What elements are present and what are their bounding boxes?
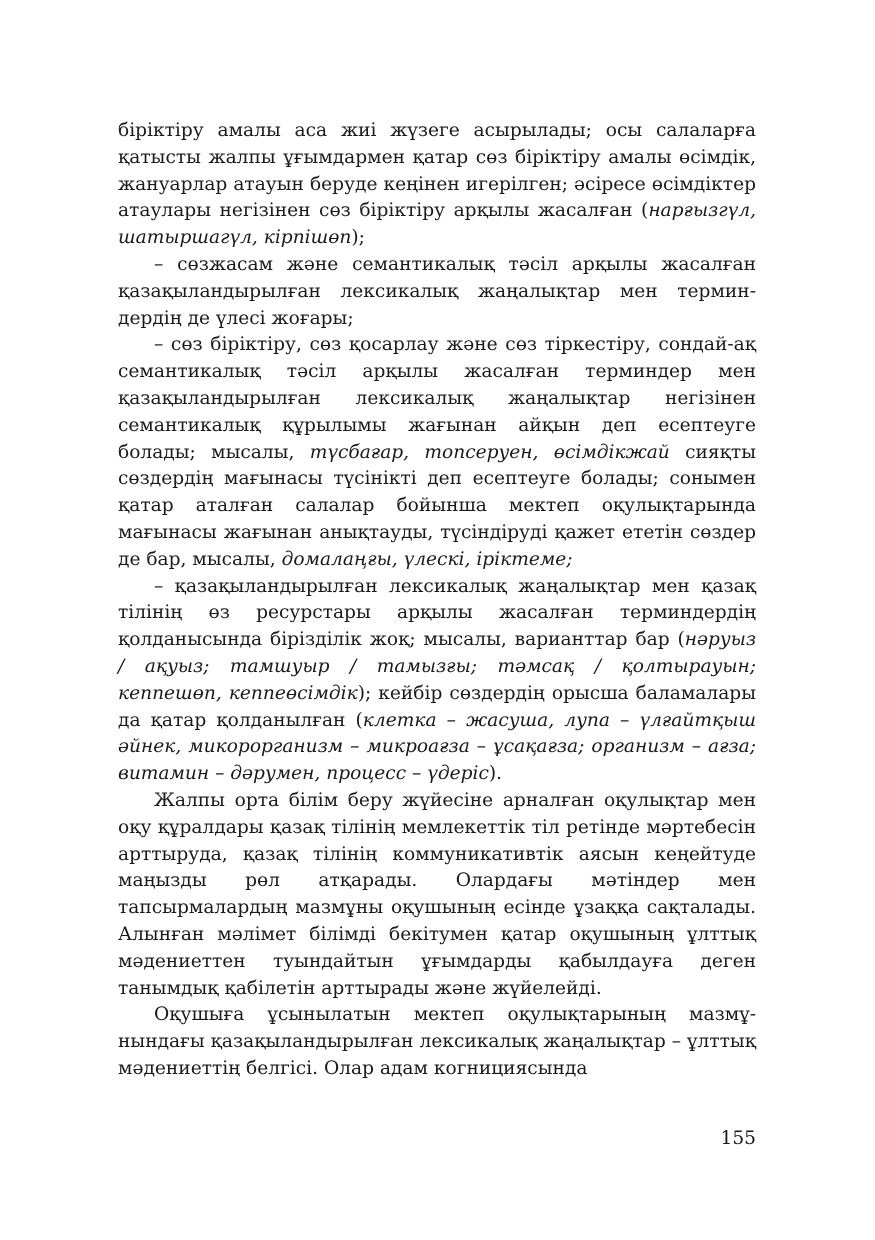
page-number: 155 [720, 1128, 756, 1149]
text-run: біріктіру амалы аса жиі жүзеге асырылады; осы салаларға қатысты жалпы ұғымдармен қатар сөз біріктіру амалы өсімдік, жануарлар атауын беруде кеңінен игерілген; әсіресе өсімдіктер атаулары негізінен сөз біріктіру арқылы жасалған ( [118, 120, 756, 222]
italic-example-text: домалаңғы, үлескі, іріктеме; [281, 548, 573, 570]
paragraph [118, 1002, 756, 1082]
text-run: сияқты сөздердің мағынасы түсінікті деп есептеуге болады; сонымен қатар аталған салалар бойынша мектеп оқулықтарында мағынасы жағынан анықтауды, түсіндіруді қажет ететін сөздер де бар, мысалы, [118, 441, 756, 570]
text-run: ); [351, 227, 365, 249]
paragraph [118, 252, 756, 332]
text-run: – сөз біріктіру, сөз қосарлау және сөз тіркестіру, сондай-ақ семантикалық тәсіл арқылы жасалған терминдер мен қазақыландырылған лексикалық жаңалықтар негізінен семантикалық құрылымы жағынан айқын деп есептеуге болады; мысалы, [118, 334, 756, 463]
page-body [118, 118, 756, 1083]
italic-example-text: клетка – жасуша, лупа – үлғайтқыш әйнек, микорорганизм – микроағза – ұсақағза; организм – ағза; витамин – дәрумен, процесс – үдеріс [118, 709, 756, 785]
text-run: – қазақыландырылған лексикалық жаңалықтар мен қазақ тілінің өз ресурстары арқылы жасалған терминдердің қолданысында біріздiлiк жоқ; мысалы, варианттар бар ( [118, 575, 756, 651]
italic-example-text: нарғызгүл, шатыршагүл, кірпішөп [118, 200, 756, 249]
text-run: Оқушыға ұсынылатын мектеп оқулықтарының мазмұнындағы қазақыландырылған лексикалық жаңалықтар – ұлттық мәдениеттің белгісі. Олар адам когнициясында [118, 1004, 756, 1079]
text-run: ). [488, 763, 503, 785]
paragraph [118, 332, 756, 573]
text-run: – сөзжасам және семантикалық тәсіл арқылы жасалған қазақыландырылған лексикалық жаңалықтар мен терминдердің де үлесі жоғары; [118, 253, 756, 329]
italic-example-text: түсбағар, топсеруен, өсімдікжай [309, 441, 670, 463]
text-run: Жалпы орта білім беру жүйесіне арналған оқулықтар мен оқу құралдары қазақ тілінің мемлекеттік тіл ретінде мәртебесін арттыруда, қазақ тілінің коммуникативтік аясын кеңейтуде маңызды рөл атқарады. Олардағы мәтіндер мен тапсырмалардың мазмұны оқушының есінде ұзаққа сақталады. Алынған мәлімет білімді бекітумен қатар оқушының ұлттық мәдениеттен туындайтын ұғымдарды қабылдауға деген танымдық қабілетін арттырады және жүйелейді. [118, 789, 756, 999]
text-run: ); кейбір сөздердің орысша баламалары да қатар қолданылған ( [118, 682, 756, 731]
paragraph [118, 574, 756, 788]
italic-example-text: нәруыз / ақуыз; тамшуыр / тамызғы; тәмсақ / қолтырауын; кеппешөп, кеппеөсімдік [118, 629, 756, 704]
paragraph [118, 788, 756, 1002]
paragraph [118, 118, 756, 252]
